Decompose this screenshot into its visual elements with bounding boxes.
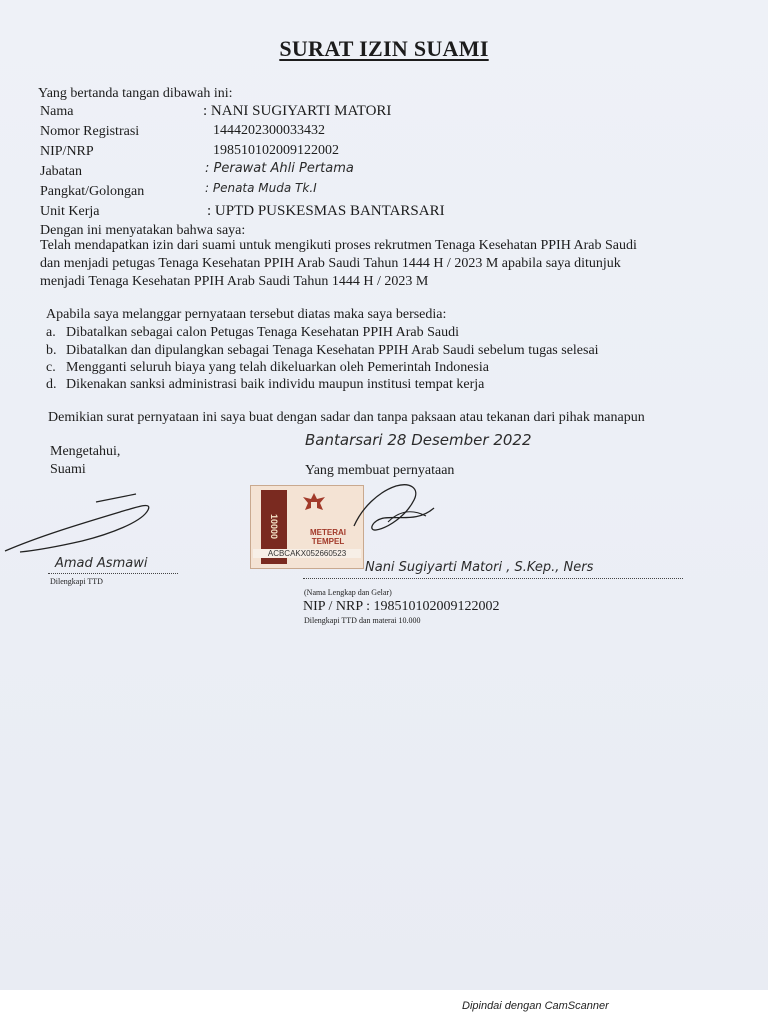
field-label-registrasi: Nomor Registrasi [40,124,140,139]
right-sign-name: Nani Sugiyarti Matori , S.Kep., Ners [365,560,594,575]
applicant-signature [348,478,448,543]
right-sign-name-caption: (Nama Lengkap dan Gelar) [304,588,392,597]
field-value-unit: : UPTD PUSKESMAS BANTARSARI [207,203,445,219]
field-label-pangkat: Pangkat/Golongan [40,184,145,199]
violation-item-b: Dibatalkan dan dipulangkan sebagai Tenaga Kesehatan PPIH Arab Saudi sebelum tugas selesai [66,343,599,358]
field-value-jabatan: : Perawat Ahli Pertama [205,161,354,176]
garuda-emblem-icon [299,490,329,520]
scanner-watermark: Dipindai dengan CamScanner [462,1000,609,1012]
right-sign-header: Yang membuat pernyataan [305,463,455,478]
violation-marker-b: b. [46,343,57,358]
statement-line-1: Telah mendapatkan izin dari suami untuk mengikuti proses rekrutmen Tenaga Kesehatan PPIH Arab Saudi [40,238,637,253]
left-sign-note: Dilengkapi TTD [50,577,103,586]
meterai-stamp [250,485,364,569]
field-label-unit: Unit Kerja [40,204,100,219]
field-value-nip: 198510102009122002 [213,143,339,158]
place-date: Bantarsari 28 Desember 2022 [305,431,532,449]
stamp-value: 10000 [261,490,287,564]
statement-intro: Dengan ini menyatakan bahwa saya: [40,223,246,238]
document-title: SURAT IZIN SUAMI [279,36,489,61]
right-sign-note: Dilengkapi TTD dan materai 10.000 [304,616,421,625]
field-value-nama: : NANI SUGIYARTI MATORI [203,103,392,119]
right-sign-nip: NIP / NRP : 198510102009122002 [303,599,500,614]
violation-marker-c: c. [46,360,56,375]
intro-text: Yang bertanda tangan dibawah ini: [38,86,233,101]
statement-line-2: dan menjadi petugas Tenaga Kesehatan PPIH Arab Saudi Tahun 1444 H / 2023 M apabila saya ditunjuk [40,256,621,271]
field-label-nip: NIP/NRP [40,144,94,159]
field-label-jabatan: Jabatan [40,164,82,179]
left-sign-name: Amad Asmawi [55,556,148,571]
stamp-code: ACBCAKX052660523 [253,549,361,558]
violation-marker-d: d. [46,377,57,392]
stamp-label-1: METERAI [310,528,346,537]
left-sign-line [48,573,178,574]
violation-marker-a: a. [46,325,56,340]
field-value-pangkat: : Penata Muda Tk.I [205,181,317,195]
violation-item-a: Dibatalkan sebagai calon Petugas Tenaga Kesehatan PPIH Arab Saudi [66,325,459,340]
closing-statement: Demikian surat pernyataan ini saya buat dengan sadar dan tanpa paksaan atau tekanan dari pihak manapun [48,410,645,425]
stamp-label-2: TEMPEL [311,537,345,546]
field-value-registrasi: 1444202300033432 [213,123,325,138]
statement-line-3: menjadi Tenaga Kesehatan PPIH Arab Saudi Tahun 1444 H / 2023 M [40,274,429,289]
right-sign-line [303,578,683,579]
left-sign-header-1: Mengetahui, [50,444,121,459]
left-sign-header-2: Suami [50,462,86,477]
husband-signature [0,488,160,560]
violation-item-d: Dikenakan sanksi administrasi baik individu maupun institusi tempat kerja [66,377,485,392]
violation-intro: Apabila saya melanggar pernyataan tersebut diatas maka saya bersedia: [46,307,447,322]
violation-item-c: Mengganti seluruh biaya yang telah dikeluarkan oleh Pemerintah Indonesia [66,360,489,375]
field-label-nama: Nama [40,104,74,119]
